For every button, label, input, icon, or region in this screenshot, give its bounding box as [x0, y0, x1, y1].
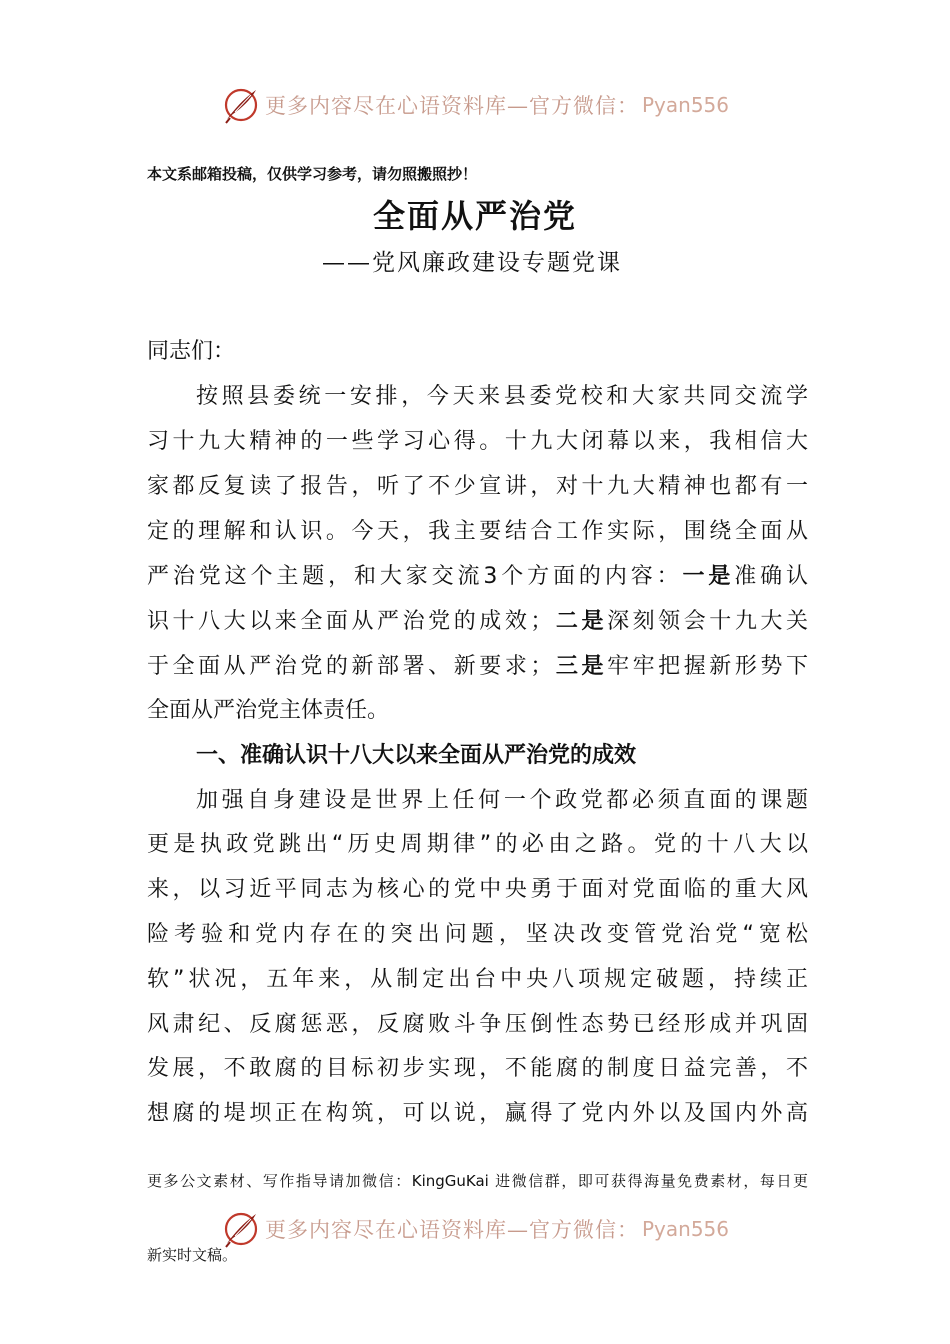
paragraph-line: 风肃纪、反腐惩恶，反腐败斗争压倒性态势已经形成并巩固 — [147, 1012, 808, 1037]
paragraph-line: 想腐的堤坝正在构筑，可以说，赢得了党内外以及国内外高 — [147, 1101, 808, 1126]
watermark-banner-top — [0, 82, 950, 128]
paragraph-line: 严治党这个主题，和大家交流3个方面的内容：一是准确认 — [147, 564, 808, 589]
paragraph-line: 发展，不敢腐的目标初步实现，不能腐的制度日益完善，不 — [147, 1056, 808, 1081]
salutation: 同志们： — [147, 339, 236, 364]
paragraph-line: 习十九大精神的一些学习心得。十九大闭幕以来，我相信大 — [147, 429, 808, 454]
watermark-banner-bottom — [0, 1206, 950, 1252]
paragraph-line: 于全面从严治党的新部署、新要求；三是牢牢把握新形势下 — [147, 654, 808, 679]
paragraph-line: 识十八大以来全面从严治党的成效；二是深刻领会十九大关 — [147, 609, 808, 634]
paragraph-line: 来，以习近平同志为核心的党中央勇于面对党面临的重大风 — [147, 877, 808, 902]
footer-note: 更多公文素材、写作指导请加微信：KingGuKai 进微信群，即可获得海量免费素材，每日更 — [147, 1172, 808, 1190]
footer-note-continued: 新实时文稿。 — [147, 1246, 238, 1264]
paragraph-line: 家都反复读了报告，听了不少宣讲，对十九大精神也都有一 — [147, 474, 808, 499]
paragraph-line: 险考验和党内存在的突出问题，坚决改变管党治党“宽松 — [147, 922, 808, 947]
document-title: 全面从严治党 — [372, 197, 577, 235]
quill-logo-icon — [221, 1209, 261, 1249]
paragraph-line: 按照县委统一安排，今天来县委党校和大家共同交流学 — [196, 384, 808, 409]
watermark-text: 更多内容尽在心语资料库—官方微信： — [264, 94, 639, 118]
paragraph-line: 全面从严治党主体责任。 — [147, 698, 390, 723]
watermark-text: 更多内容尽在心语资料库—官方微信： — [264, 1218, 639, 1242]
point-marker-three: 三是 — [552, 654, 608, 679]
watermark-wechat-id: Pyan556 — [641, 1217, 729, 1241]
quill-logo-icon — [221, 85, 261, 125]
document-subtitle: ——党风廉政建设专题党课 — [322, 250, 622, 276]
point-marker-two: 二是 — [552, 609, 608, 634]
point-marker-one: 一是 — [682, 564, 735, 589]
section-heading: 一、准确认识十八大以来全面从严治党的成效 — [196, 743, 637, 768]
paragraph-line: 加强自身建设是世界上任何一个政党都必须直面的课题 — [196, 788, 808, 813]
paragraph-line: 定的理解和认识。今天，我主要结合工作实际，围绕全面从 — [147, 519, 808, 544]
paragraph-line: 软”状况，五年来，从制定出台中央八项规定破题，持续正 — [147, 967, 808, 992]
paragraph-line: 更是执政党跳出“历史周期律”的必由之路。党的十八大以 — [147, 832, 808, 857]
watermark-wechat-id: Pyan556 — [641, 93, 729, 117]
submission-notice: 本文系邮箱投稿，仅供学习参考，请勿照搬照抄！ — [147, 165, 478, 183]
